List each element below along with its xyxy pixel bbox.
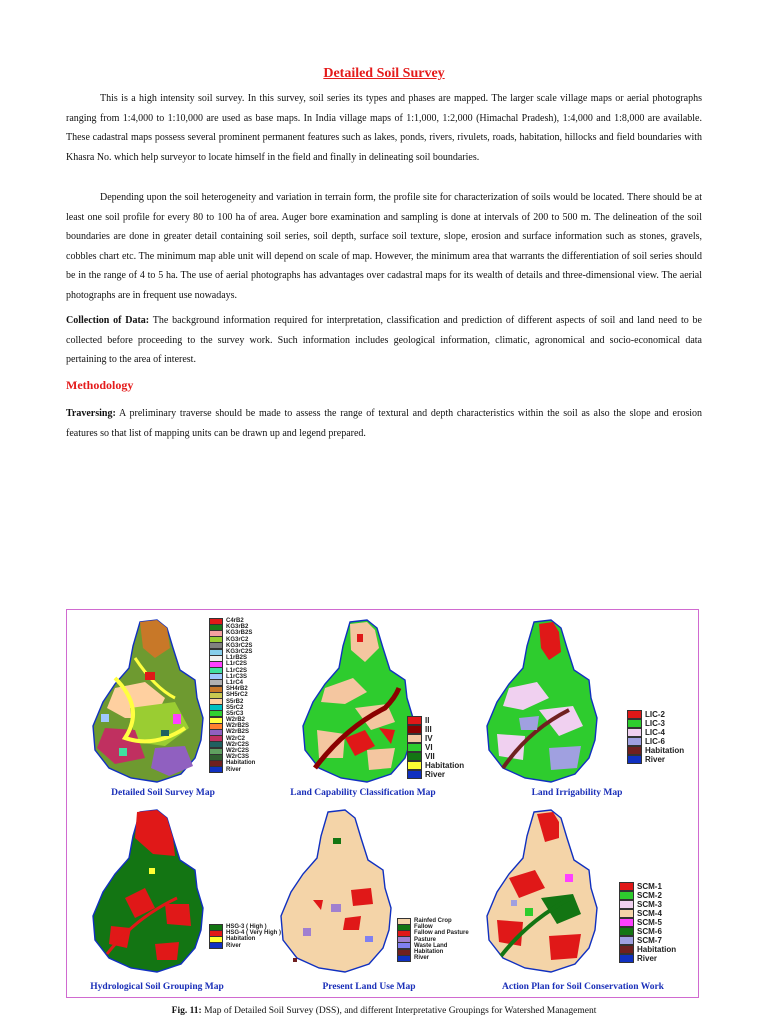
legend-label: VI: [425, 743, 433, 752]
legend-swatch: [619, 900, 634, 909]
legend-label: S5rB2: [226, 698, 244, 705]
legend-item: [627, 755, 684, 764]
legend-label: SCM-5: [637, 918, 662, 927]
legend-item: [627, 737, 684, 746]
legend-item: [407, 761, 464, 770]
legend-label: Habitation: [414, 949, 444, 956]
legend-label: W2rB2: [226, 717, 246, 724]
legend-label: River: [425, 770, 446, 779]
legend-item: [619, 927, 676, 936]
legend-swatch: [619, 891, 634, 900]
legend-item: [619, 882, 676, 891]
map-label-lim: Land Irrigability Map: [531, 788, 623, 798]
legend-item: [619, 909, 676, 918]
paragraph-collection-of-data: [66, 311, 702, 370]
legend-swatch: [619, 918, 634, 927]
legend-swatch: [619, 882, 634, 891]
legend-item: [619, 900, 676, 909]
legend-item: [407, 734, 464, 743]
legend-label: River: [645, 755, 666, 764]
legend-item: [209, 767, 255, 773]
map-label-dss: Detailed Soil Survey Map: [111, 788, 215, 798]
legend-label: W2rC3S: [226, 754, 250, 761]
legend-swatch: [209, 766, 223, 773]
legend-hsg: [209, 924, 281, 949]
legend-item: [627, 710, 684, 719]
legend-item: [619, 891, 676, 900]
legend-label: SH4rB2: [226, 686, 248, 693]
legend-swatch: [627, 737, 642, 746]
caption-text: Map of Detailed Soil Survey (DSS), and different Interpretative Groupings for Watershed Management: [201, 1006, 597, 1016]
legend-label: KG3rC2S: [226, 649, 253, 656]
legend-item: [627, 746, 684, 755]
legend-dss: [209, 618, 255, 773]
legend-label: KG3rB2S: [226, 630, 253, 637]
figure-panel: [66, 609, 699, 998]
legend-label: Fallow and Pasture: [414, 930, 469, 937]
legend-label: LIC-2: [645, 710, 665, 719]
legend-item: [209, 943, 281, 949]
legend-swatch: [619, 909, 634, 918]
legend-item: [407, 716, 464, 725]
legend-label: Rainfed Crop: [414, 918, 452, 925]
legend-label: LIC-6: [645, 737, 665, 746]
legend-swatch: [619, 945, 634, 954]
legend-label: W2rB2S: [226, 729, 250, 736]
legend-label: SCM-7: [637, 936, 662, 945]
legend-label: KG3rC2: [226, 636, 249, 643]
legend-swatch: [407, 761, 422, 770]
legend-label: C4rB2: [226, 618, 244, 625]
legend-item: [627, 719, 684, 728]
traversing-label: Traversing:: [66, 408, 116, 419]
legend-label: L1rC3S: [226, 673, 248, 680]
legend-label: L1rC2S: [226, 667, 248, 674]
legend-swatch: [627, 728, 642, 737]
section-heading-methodology: Methodology: [66, 378, 134, 392]
legend-label: KG3rB2: [226, 624, 249, 631]
legend-item: [407, 725, 464, 734]
land-irrigability-map: [479, 618, 605, 786]
legend-item: [407, 752, 464, 761]
legend-item: [619, 918, 676, 927]
legend-label: III: [425, 725, 432, 734]
legend-label: W2rC2: [226, 735, 246, 742]
figure-caption: [0, 1006, 768, 1016]
detailed-soil-survey-map: [85, 618, 211, 786]
hydrological-soil-grouping-map: [85, 808, 211, 976]
legend-swatch: [407, 716, 422, 725]
legend-swatch: [407, 752, 422, 761]
legend-lcc: [407, 716, 464, 779]
collection-of-data-label: Collection of Data:: [66, 315, 150, 326]
legend-ap: [619, 882, 676, 963]
paragraph-traversing: [66, 404, 702, 443]
legend-item: [407, 743, 464, 752]
legend-label: Habitation: [425, 761, 465, 770]
collection-of-data-text: The background information required for interpretation, classification and prediction of different aspects of soil and land need to be collected before proceeding to the survey work. Such information includes geological information, climatic, agronomical and socio-economical data pertaining to the area of interest.: [66, 315, 702, 366]
legend-swatch: [619, 936, 634, 945]
map-label-hsg: Hydrological Soil Grouping Map: [90, 982, 224, 992]
legend-swatch: [619, 954, 634, 963]
legend-label: River: [226, 942, 242, 949]
legend-swatch: [619, 927, 634, 936]
legend-label: River: [637, 954, 658, 963]
legend-label: W2rC2S: [226, 741, 250, 748]
legend-label: L1rB2S: [226, 655, 248, 662]
legend-swatch: [209, 942, 223, 949]
legend-label: LIC-4: [645, 728, 665, 737]
legend-label: VII: [425, 752, 435, 761]
legend-label: Habitation: [645, 746, 685, 755]
legend-label: Fallow: [414, 924, 433, 931]
legend-lu: [397, 918, 469, 961]
legend-label: S5rC3: [226, 710, 244, 717]
action-plan-map: [479, 808, 605, 976]
caption-label: Fig. 11:: [171, 1006, 202, 1016]
legend-label: W2rC2S: [226, 748, 250, 755]
legend-item: [619, 936, 676, 945]
legend-label: SCM-6: [637, 927, 662, 936]
legend-item: [397, 955, 469, 961]
legend-label: LIC-3: [645, 719, 665, 728]
traversing-text: A preliminary traverse should be made to assess the range of textural and depth characteristics within the soil as also the slope and erosion features so that list of mapping units can be drawn up and legend prepared.: [66, 408, 702, 439]
legend-swatch: [627, 755, 642, 764]
legend-label: Habitation: [637, 945, 677, 954]
legend-item: [627, 728, 684, 737]
legend-label: Habitation: [226, 760, 256, 767]
page-title: Detailed Soil Survey: [323, 66, 445, 81]
paragraph-1: This is a high intensity soil survey. In this survey, soil series its types and phases are mapped. The larger scale village maps or aerial photographs ranging from 1:4,000 to 1:10,000 are used as base maps. In India village maps of 1:1,000, 1:2,000 (Himachal Pradesh), 1:4,000 and 1:8,000 are available. These cadastral maps possess several prominent permanent features such as lakes, ponds, rivers, rivulets, roads, habitation, hillocks and field boundaries with Khasra No. which help surveyor to locate himself in the field and finally in delineating soil boundaries.: [66, 93, 702, 163]
legend-label: Pasture: [414, 936, 437, 943]
legend-swatch: [397, 955, 411, 962]
legend-label: S5rC2: [226, 704, 244, 711]
legend-label: SCM-4: [637, 909, 662, 918]
legend-item: [619, 954, 676, 963]
legend-label: River: [414, 955, 430, 962]
legend-label: KG3rC2S: [226, 642, 253, 649]
legend-label: SCM-2: [637, 891, 662, 900]
legend-label: L1rC4: [226, 679, 244, 686]
legend-label: II: [425, 716, 430, 725]
land-capability-map: [295, 618, 421, 786]
legend-label: SCM-3: [637, 900, 662, 909]
legend-label: Waste Land: [414, 942, 448, 949]
legend-item: [619, 945, 676, 954]
present-land-use-map: [273, 808, 399, 976]
legend-item: [407, 770, 464, 779]
legend-label: W2rB2S: [226, 723, 250, 730]
legend-label: HSG-4 ( Very High ): [226, 930, 282, 937]
legend-swatch: [627, 746, 642, 755]
legend-swatch: [407, 734, 422, 743]
legend-swatch: [627, 719, 642, 728]
legend-swatch: [407, 725, 422, 734]
legend-label: HSG-3 ( High ): [226, 924, 267, 931]
map-label-ap: Action Plan for Soil Conservation Work: [502, 982, 664, 992]
legend-label: L1rC2S: [226, 661, 248, 668]
legend-lim: [627, 710, 684, 764]
legend-label: Habitation: [226, 936, 256, 943]
legend-label: SH5rC2: [226, 692, 248, 699]
legend-swatch: [407, 743, 422, 752]
map-label-lcc: Land Capability Classification Map: [290, 788, 436, 798]
legend-swatch: [407, 770, 422, 779]
paragraph-2: Depending upon the soil heterogeneity and variation in terrain form, the profile site for characterization of soils would be located. There should be at least one soil profile for every 80 to 100 ha of area. Auger bore examination and sampling is done at intervals of 200 to 500 m. The delineation of the soil boundaries are done in greater detail containing soil series, soil depth, surface soil texture, slope, erosion and surface information such as stones, gravels, cobbles chart etc. The minimum map able unit will depend on scale of map. However, the minimum area that warrants the differentiation of soil series should be in the range of 4 to 5 ha. The use of aerial photographs has advantages over cadastral maps for its wealth of details and three-dimensional view. The aerial photographs are in frequent use nowadays.: [66, 192, 702, 301]
legend-swatch: [627, 710, 642, 719]
map-label-lu: Present Land Use Map: [322, 982, 416, 992]
legend-label: River: [226, 766, 242, 773]
legend-label: IV: [425, 734, 433, 743]
legend-label: SCM-1: [637, 882, 662, 891]
